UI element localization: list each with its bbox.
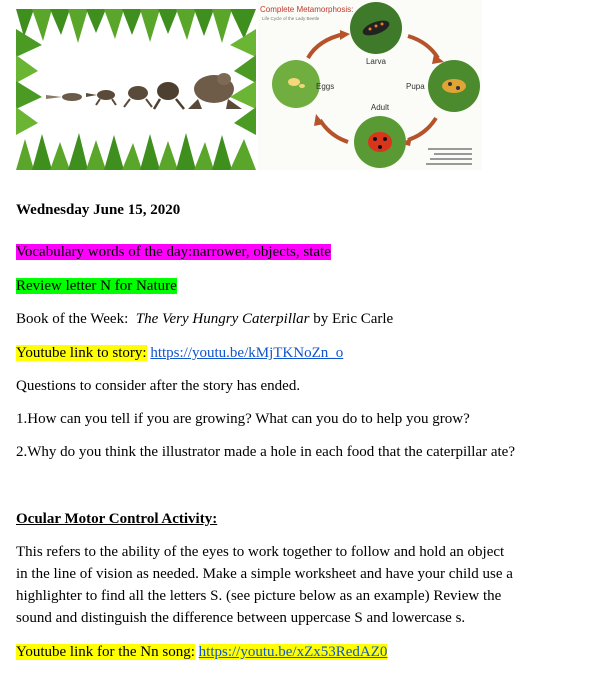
- frog-lifecycle-image: [16, 9, 256, 170]
- label-pupa: Pupa: [406, 82, 425, 91]
- youtube-song-label: Youtube link for the Nn song:: [16, 644, 195, 660]
- review-line: [16, 275, 177, 297]
- activity-line-4: sound and distinguish the difference between uppercase S and lowercase s.: [16, 610, 466, 626]
- youtube-story-label: Youtube link to story:: [16, 345, 147, 361]
- metamorphosis-title: Complete Metamorphosis:: [260, 5, 354, 14]
- vocabulary-line: [16, 241, 331, 263]
- review-text: Review letter N for Nature: [16, 278, 177, 294]
- label-adult: Adult: [370, 103, 390, 112]
- questions-intro: Questions to consider after the story has ended.: [16, 378, 301, 394]
- youtube-story-line: [16, 342, 343, 364]
- activity-line-1: This refers to the ability of the eyes to work together to follow and hold an object: [16, 544, 505, 560]
- activity-line-3: highlighter to find all the letters S. (see picture below as an example) Review the: [16, 588, 502, 604]
- label-larva: Larva: [365, 57, 387, 66]
- book-of-week-line: [16, 308, 393, 330]
- metamorphosis-illustration: [258, 0, 482, 170]
- activity-heading-text: Ocular Motor Control Activity:: [16, 511, 218, 527]
- youtube-story-link[interactable]: https://youtu.be/kMjTKNoZn_o: [150, 345, 344, 361]
- book-suffix: by Eric Carle: [309, 311, 394, 327]
- youtube-song-line: [16, 641, 387, 663]
- ladybug-metamorphosis-diagram: [258, 0, 482, 170]
- vocabulary-text: Vocabulary words of the day:narrower, objects, state: [16, 244, 331, 260]
- frog-lifecycle-illustration: [16, 9, 256, 170]
- label-eggs: Eggs: [316, 82, 335, 91]
- youtube-song-link[interactable]: https://youtu.be/xZx53RedAZ0: [198, 644, 388, 660]
- header-images: [16, 0, 482, 170]
- metamorphosis-subtitle: Life Cycle of the Lady Beetle: [262, 16, 320, 21]
- activity-heading: [16, 508, 217, 530]
- activity-line-2: in the line of vision as needed. Make a simple worksheet and have your child use a: [16, 566, 513, 582]
- date-heading: Wednesday June 15, 2020: [16, 202, 181, 218]
- question-2: 2.Why do you think the illustrator made a hole in each food that the caterpillar ate?: [16, 444, 515, 460]
- book-prefix: Book of the Week:: [16, 311, 136, 327]
- book-title: The Very Hungry Caterpillar: [135, 311, 310, 327]
- question-1: 1.How can you tell if you are growing? What can you do to help you grow?: [16, 411, 470, 427]
